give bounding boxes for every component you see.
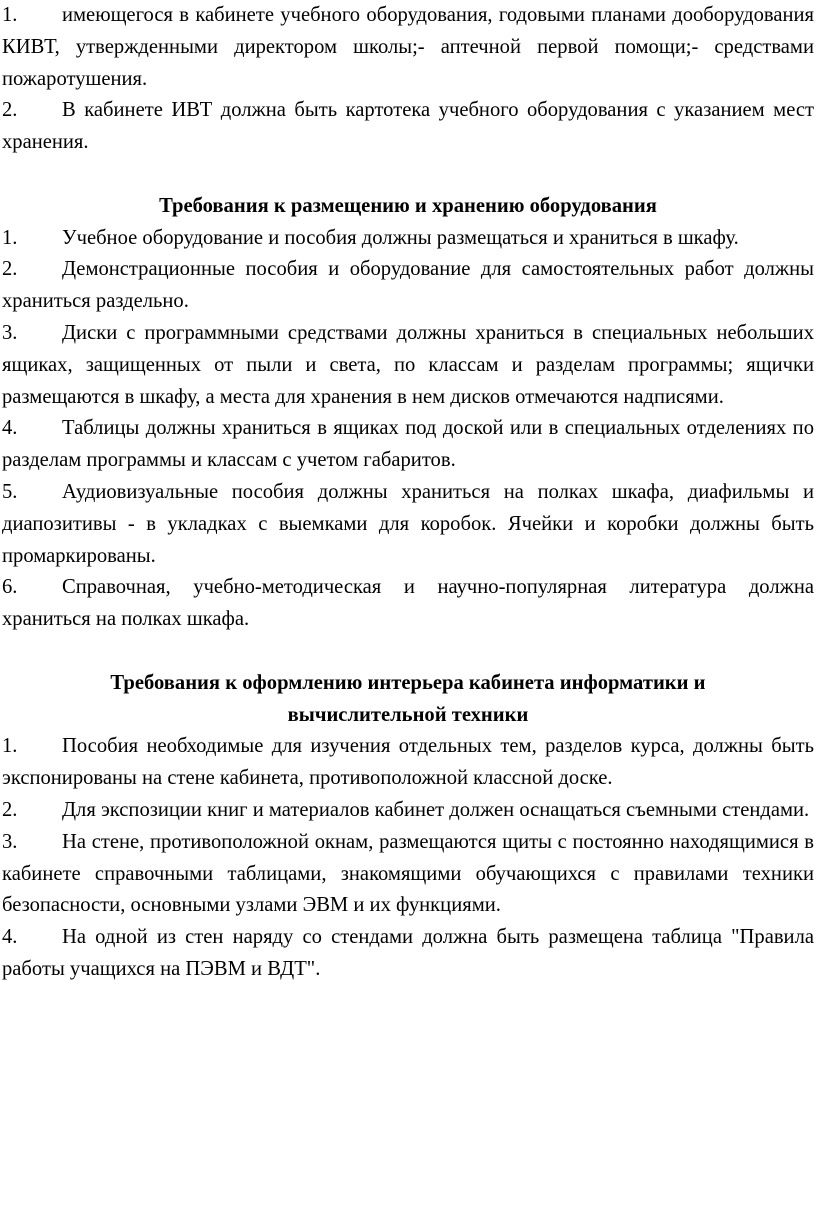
item-number: 2. <box>2 258 18 281</box>
list-item <box>2 572 814 636</box>
list-item <box>2 223 814 255</box>
item-number: 6. <box>2 576 18 599</box>
list-item <box>2 254 814 318</box>
item-text: Таблицы должны храниться в ящиках под доской или в специальных отделениях по разделам программы и классам с учетом габаритов. <box>2 417 814 472</box>
item-text: Аудиовизуальные пособия должны храниться на полках шкафа, диафильмы и диапозитивы - в укладках с выемками для коробок. Ячейки и коробки должны быть промаркированы. <box>2 480 814 567</box>
item-text: имеющегося в кабинете учебного оборудования, годовыми планами дооборудования КИВТ, утвержденными директором школы;- аптечной первой помощи;- средствами пожаротушения. <box>2 4 814 90</box>
item-text: Пособия необходимые для изучения отдельных тем, разделов курса, должны быть экспонированы на стене кабинета, противоположной классной доске. <box>2 735 814 790</box>
item-number: 1. <box>2 226 18 249</box>
item-number: 5. <box>2 480 18 503</box>
item-number: 3. <box>2 321 18 344</box>
list-item <box>2 922 814 986</box>
section-heading <box>2 668 814 732</box>
item-number: 1. <box>2 735 18 758</box>
item-number: 3. <box>2 830 18 853</box>
list-item <box>2 413 814 477</box>
item-text: В кабинете ИВТ должна быть картотека учебного оборудования с указанием мест хранения. <box>2 99 814 154</box>
item-number: 4. <box>2 417 18 440</box>
item-number: 2. <box>2 798 18 821</box>
list-item <box>2 95 814 159</box>
list-item <box>2 731 814 795</box>
heading-line-1: Требования к оформлению интерьера кабинета информатики и <box>110 671 706 694</box>
item-text: Справочная, учебно-методическая и научно-популярная литература должна храниться на полках шкафа. <box>2 576 814 631</box>
item-text: Для экспозиции книг и материалов кабинет должен оснащаться съемными стендами. <box>62 798 810 821</box>
list-item <box>2 827 814 922</box>
item-text: Диски с программными средствами должны храниться в специальных небольших ящиках, защищенных от пыли и света, по классам и разделам программы; ящички размещаются в шкафу, а места для хранения в нем дисков отмечаются надписями. <box>2 321 814 408</box>
item-number: 1. <box>2 4 18 26</box>
item-text: На одной из стен наряду со стендами должна быть размещена таблица "Правила работы учащихся на ПЭВМ и ВДТ". <box>2 926 814 980</box>
list-item <box>2 795 814 827</box>
item-text: Демонстрационные пособия и оборудование для самостоятельных работ должны храниться раздельно. <box>2 258 814 313</box>
item-number: 2. <box>2 99 18 122</box>
item-number: 4. <box>2 926 18 949</box>
list-item <box>2 318 814 413</box>
item-text: На стене, противоположной окнам, размещаются щиты с постоянно находящимися в кабинете справочными таблицами, знакомящими обучающихся с правилами техники безопасности, основными узлами ЭВМ и их функциями. <box>2 830 814 917</box>
spacer <box>2 159 814 191</box>
section-heading: Требования к размещению и хранению оборудования <box>159 194 657 217</box>
item-text: Учебное оборудование и пособия должны размещаться и храниться в шкафу. <box>62 226 739 249</box>
list-item <box>2 0 814 95</box>
list-item <box>2 477 814 572</box>
heading-line-2: вычислительной техники <box>287 703 529 726</box>
spacer <box>2 636 814 668</box>
